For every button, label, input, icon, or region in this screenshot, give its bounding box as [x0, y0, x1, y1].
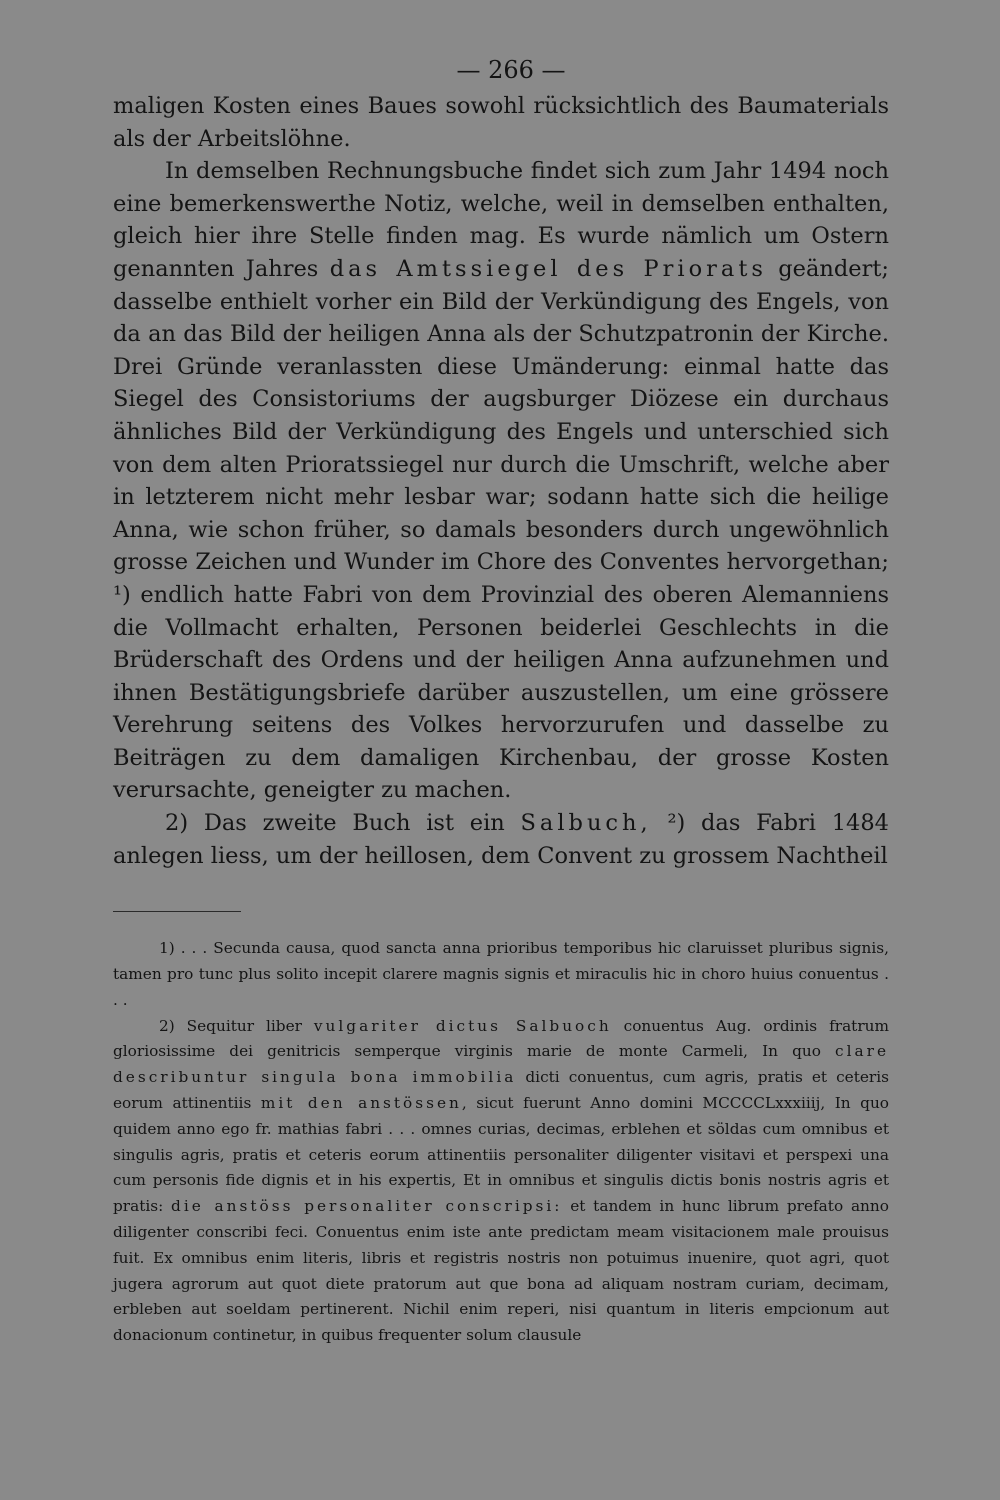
footnote-marker: ¹)	[113, 581, 131, 608]
text-run: 1) . . . Secunda causa, quod sancta anna prioribus temporibus hic claruisset pluribus signis, tamen pro tunc plus solito incepit clarere magnis signis et miraculis hic in choro huius conuentus . . .	[113, 939, 889, 1009]
footnote-divider	[113, 911, 241, 912]
footnote	[113, 936, 889, 1013]
text-run: et tandem in hunc librum prefato anno diligenter conscribi feci. Conuentus enim iste ante predictam meam visitacionem male prouisus fuit. Ex omnibus enim literis, libris et registris nostris non potuimus inuenire, quot agri, quot jugera agrorum aut quot diete pratorum aut que bona ad aliquam nostram curiam, decimam, erbleben aut soeldam pertinerent. Nichil enim reperi, nisi quantum in literis empcionum aut donacionum continetur, in quibus frequenter solum clausule	[113, 1197, 889, 1345]
text-run: dicti conuentus, cum agris, pratis et ceteris eorum attinentiis	[113, 1068, 889, 1113]
book-page	[113, 50, 889, 1349]
text-run: 2) Das zweite Buch ist ein	[165, 810, 521, 837]
page-number: — 266 —	[456, 56, 566, 84]
text-run: endlich hatte Fabri von dem Provinzial des oberen Alemanniens die Vollmacht erhalten, Personen beiderlei Geschlechts in die Brüderschaft des Ordens und der heiligen Anna aufzunehmen und ihnen Bestätigungsbriefe darüber auszustellen, um eine grössere Verehrung seitens des Volkes hervorzurufen und dasselbe zu Beiträgen zu dem damaligen Kirchenbau, der grosse Kosten verursachte, geneigter zu machen.	[113, 581, 889, 804]
footnotes	[113, 936, 889, 1349]
spaced-emphasis: clare describuntur singula bona immobilia	[113, 1042, 889, 1087]
main-text	[113, 90, 889, 872]
paragraph	[113, 155, 889, 807]
spaced-emphasis: die anstöss personaliter conscripsi:	[171, 1197, 563, 1216]
spaced-emphasis: mit den anstössen	[260, 1094, 462, 1113]
text-run: geändert; dasselbe enthielt vorher ein Bild der Verkündigung des Engels, von da an das Bild der heiligen Anna als der Schutzpatronin der Kirche. Drei Gründe veranlassten diese Umänderung: einmal hatte das Siegel des Consistoriums der augsburger Diözese ein durchaus ähnliches Bild der Verkündigung des Engels und unterschied sich von dem alten Prioratssiegel nur durch die Umschrift, welche aber in letzterem nicht mehr lesbar war; sodann hatte sich die heilige Anna, wie schon früher, so damals besonders durch ungewöhnlich grosse Zeichen und Wunder im Chore des Conventes hervorgethan;	[113, 255, 889, 576]
spaced-emphasis: das Amtssiegel des Priorats	[329, 255, 767, 282]
text-run: , sicut fuerunt Anno domini MCCCCLxxxiiij, In quo quidem anno ego fr. mathias fabri . . . omnes curias, decimas, erblehen et söldas cum omnibus et singulis agris, pratis et ceteris eorum attinentiis personaliter diligenter visitavi et perspexi una cum personis fide dignis et in his expertis, Et in omnibus et singulis dictis bonis nostris agris et pratis:	[113, 1094, 890, 1216]
text-run: maligen Kosten eines Baues sowohl rücksichtlich des Baumaterials als der Arbeitslöhne.	[113, 93, 889, 152]
text-run: In demselben Rechnungsbuche findet sich zum Jahr 1494 noch eine bemerkenswerthe Notiz, welche, weil in demselben enthalten, gleich hier ihre Stelle finden mag. Es wurde nämlich um Ostern genannten Jahres	[113, 158, 889, 282]
spaced-emphasis: Salbuch,	[520, 810, 652, 837]
spaced-emphasis: vulgariter dictus Salbuoch	[313, 1016, 612, 1035]
text-run: conuentus Aug. ordinis fratrum gloriosissime dei genitricis semperque virginis marie de monte Carmeli, In quo	[113, 1016, 890, 1061]
footnote	[113, 1014, 889, 1349]
text-run: ²) das Fabri 1484 anlegen liess, um der heillosen, dem Convent zu grossem Nachtheil	[113, 810, 889, 869]
paragraph	[113, 90, 889, 155]
text-run: 2) Sequitur liber	[159, 1016, 314, 1035]
paragraph	[113, 807, 889, 872]
